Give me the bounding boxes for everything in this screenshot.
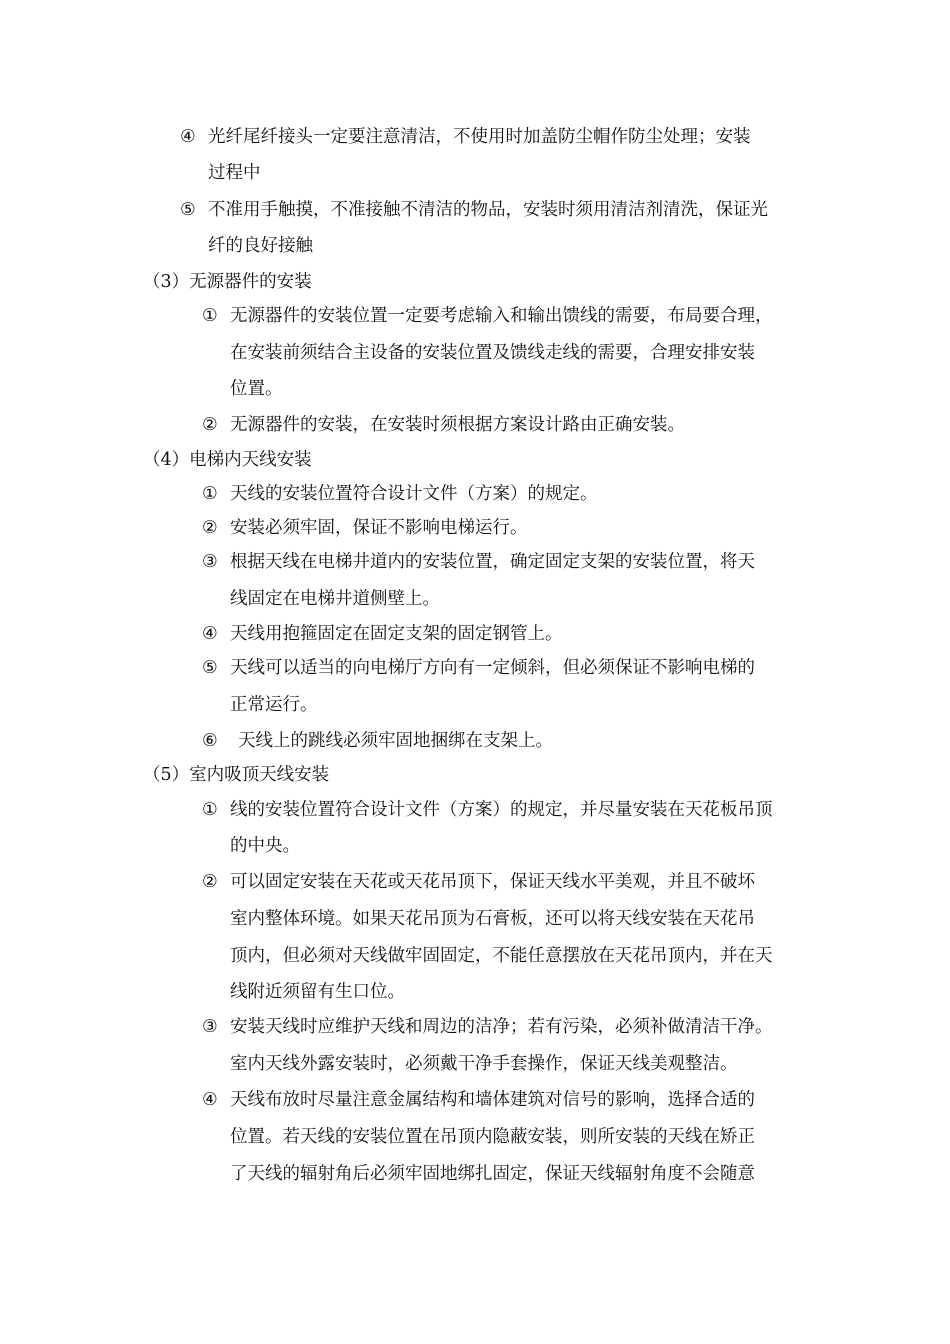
- list-item: [202, 729, 553, 753]
- item-marker: ⑤: [180, 200, 196, 220]
- section-heading: （4）电梯内天线安装: [143, 450, 312, 470]
- item-text: 天线布放时尽量注意金属结构和墙体建筑对信号的影响，选择合适的: [230, 1090, 755, 1110]
- item-text-continuation: 的中央。: [230, 836, 300, 856]
- list-item: [202, 413, 685, 437]
- item-marker: ④: [180, 127, 196, 147]
- item-text: 可以固定安装在天花或天花吊顶下，保证天线水平美观，并且不破坏: [230, 872, 755, 892]
- item-text-continuation: 在安装前须结合主设备的安装位置及馈线走线的需要，合理安排安装: [230, 343, 755, 363]
- list-item: [180, 125, 751, 149]
- list-item: [202, 1088, 755, 1112]
- item-text: 无源器件的安装，在安装时须根据方案设计路由正确安装。: [230, 415, 685, 435]
- item-text: 天线上的跳线必须牢固地捆绑在支架上。: [238, 731, 553, 751]
- item-text-continuation: 顶内，但必须对天线做牢固固定，不能任意摆放在天花吊顶内，并在天: [230, 946, 773, 966]
- list-item: [202, 622, 563, 646]
- list-item: [202, 1015, 773, 1039]
- item-marker: ④: [202, 1090, 218, 1110]
- section-heading: （5）室内吸顶天线安装: [143, 765, 330, 785]
- item-text: 安装天线时应维护天线和周边的洁净；若有污染，必须补做清洁干净。: [230, 1017, 773, 1037]
- list-item: [180, 198, 768, 222]
- item-text: 天线可以适当的向电梯厅方向有一定倾斜，但必须保证不影响电梯的: [230, 658, 755, 678]
- item-marker: ④: [202, 624, 218, 644]
- list-item: [202, 656, 755, 680]
- list-item: [202, 798, 773, 822]
- item-marker: ①: [202, 800, 218, 820]
- item-text: 光纤尾纤接头一定要注意清洁，不使用时加盖防尘帽作防尘处理；安装: [208, 127, 751, 147]
- item-text-continuation: 线附近须留有生口位。: [230, 982, 405, 1002]
- item-marker: ①: [202, 484, 218, 504]
- item-text-continuation: 室内天线外露安装时，必须戴干净手套操作，保证天线美观整洁。: [230, 1054, 738, 1074]
- list-item: [202, 304, 773, 328]
- item-text-continuation: 正常运行。: [230, 695, 318, 715]
- list-item: [202, 482, 598, 506]
- section-heading: （3）无源器件的安装: [143, 272, 312, 292]
- item-text-continuation: 位置。若天线的安装位置在吊顶内隐蔽安装，则所安装的天线在矫正: [230, 1127, 755, 1147]
- item-marker: ③: [202, 1017, 218, 1037]
- item-text-continuation: 位置。: [230, 379, 283, 399]
- item-marker: ②: [202, 518, 218, 538]
- item-marker: ①: [202, 306, 218, 326]
- item-marker: ③: [202, 552, 218, 572]
- item-text: 无源器件的安装位置一定要考虑输入和输出馈线的需要，布局要合理，: [230, 306, 773, 326]
- item-text-continuation: 线固定在电梯井道侧壁上。: [230, 589, 440, 609]
- item-marker: ②: [202, 872, 218, 892]
- list-item: [202, 870, 755, 894]
- item-text: 线的安装位置符合设计文件（方案）的规定，并尽量安装在天花板吊顶: [230, 800, 773, 820]
- list-item: [202, 516, 528, 540]
- item-marker: ⑥: [202, 731, 218, 751]
- item-text: 天线的安装位置符合设计文件（方案）的规定。: [230, 484, 598, 504]
- item-text: 安装必须牢固，保证不影响电梯运行。: [230, 518, 528, 538]
- item-text-continuation: 室内整体环境。如果天花吊顶为石膏板，还可以将天线安装在天花吊: [230, 909, 755, 929]
- item-text-continuation: 过程中: [208, 163, 261, 183]
- item-marker: ②: [202, 415, 218, 435]
- item-text-continuation: 纤的良好接触: [208, 236, 313, 256]
- item-text: 天线用抱箍固定在固定支架的固定钢管上。: [230, 624, 563, 644]
- item-text: 根据天线在电梯井道内的安装位置，确定固定支架的安装位置，将天: [230, 552, 755, 572]
- item-text: 不准用手触摸，不准接触不清洁的物品，安装时须用清洁剂清洗，保证光: [208, 200, 768, 220]
- item-marker: ⑤: [202, 658, 218, 678]
- item-text-continuation: 了天线的辐射角后必须牢固地绑扎固定，保证天线辐射角度不会随意: [230, 1164, 755, 1184]
- list-item: [202, 550, 755, 574]
